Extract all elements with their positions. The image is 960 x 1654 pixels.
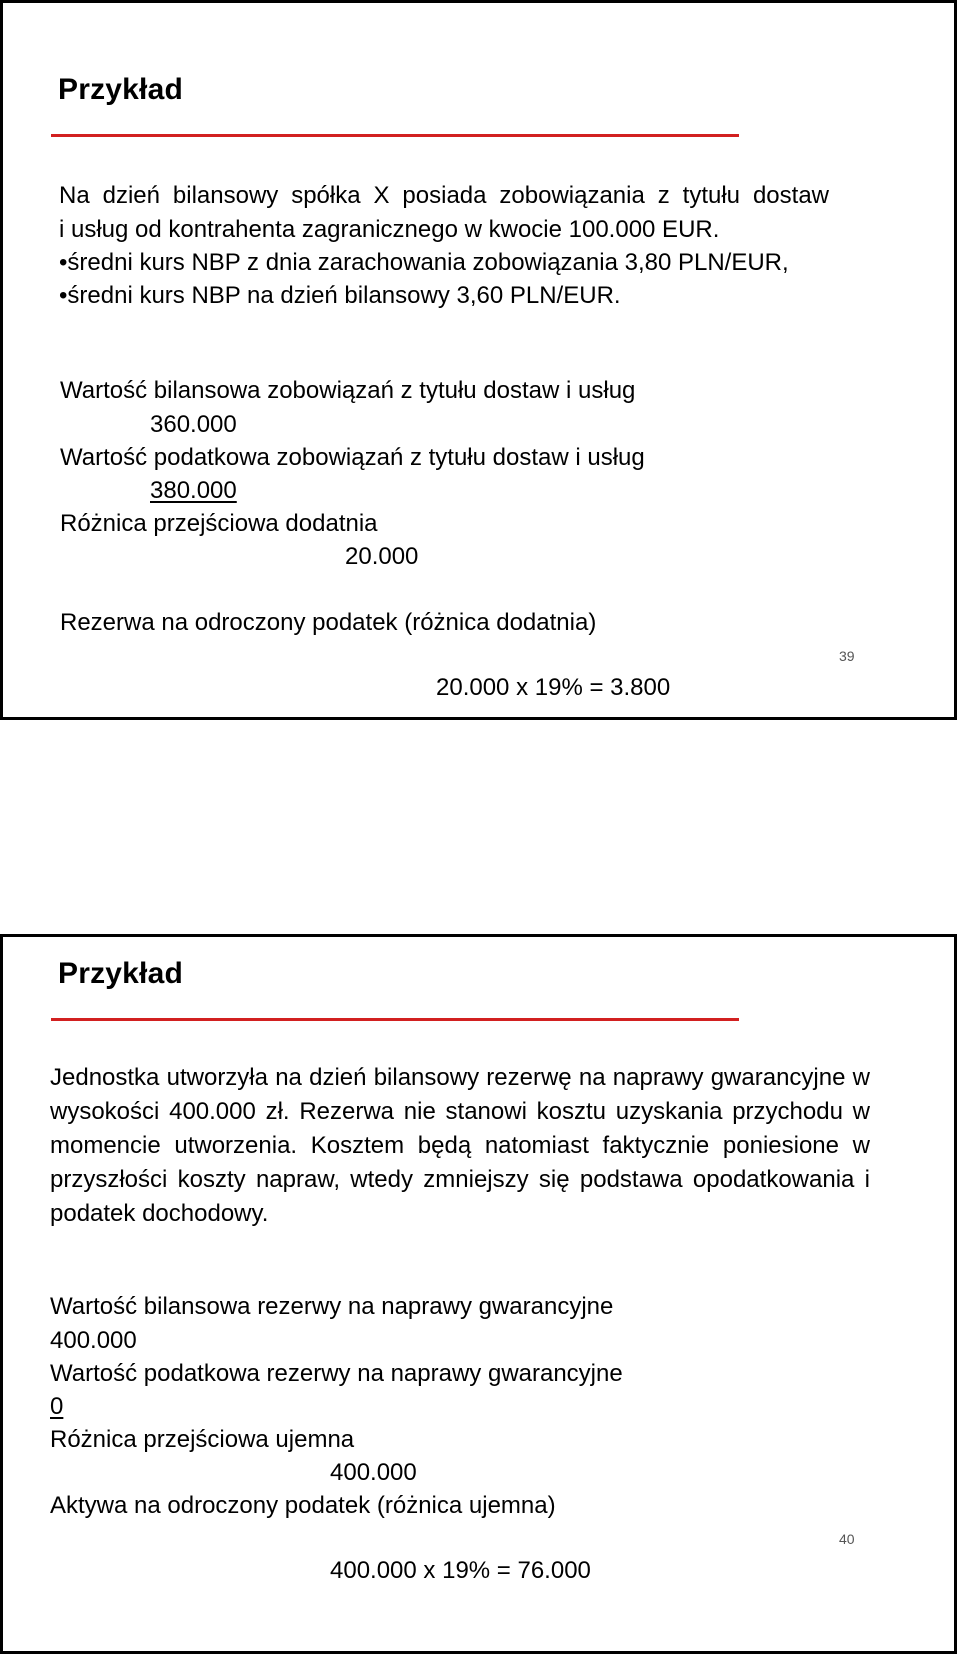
title-underline: [51, 1018, 739, 1021]
row-value: 400.000: [50, 1327, 137, 1354]
row-value: 400.000 x 19% = 76.000: [330, 1557, 591, 1584]
row-label: Wartość bilansowa rezerwy na naprawy gwarancyjne: [50, 1293, 614, 1320]
row-label: Wartość bilansowa zobowiązań z tytułu dostaw i usług: [60, 377, 636, 404]
body-paragraph: Jednostka utworzyła na dzień bilansowy rezerwę na naprawy gwarancyjne w wysokości 400.000 zł. Rezerwa nie stanowi kosztu uzyskania przychodu w momencie utworzenia. Kosztem będą natomiast faktycznie poniesione w przyszłości koszty napraw, wtedy zmniejszy się podstawa opodatkowania i podatek dochodowy.: [50, 1064, 870, 1227]
row-value: 360.000: [150, 411, 237, 438]
row-label: Wartość podatkowa zobowiązań z tytułu dostaw i usług: [60, 444, 645, 471]
slide-40: [0, 934, 957, 1654]
row-value: 0: [50, 1393, 64, 1420]
bullet-item: •średni kurs NBP z dnia zarachowania zobowiązania 3,80 PLN/EUR,: [59, 249, 789, 276]
slide-title: Przykład: [58, 73, 183, 106]
bullet-item: •średni kurs NBP na dzień bilansowy 3,60 PLN/EUR.: [59, 282, 621, 309]
row-value: 20.000 x 19% = 3.800: [436, 674, 671, 701]
intro-line-2: i usług od kontrahenta zagranicznego w kwocie 100.000 EUR.: [59, 216, 720, 243]
row-label: Różnica przejściowa dodatnia: [60, 510, 378, 537]
page-number: 39: [839, 648, 855, 664]
title-underline: [51, 134, 739, 137]
row-value: 380.000: [150, 477, 237, 504]
page-number: 40: [839, 1531, 855, 1547]
row-value: 20.000: [345, 543, 419, 570]
row-label: Różnica przejściowa ujemna: [50, 1426, 355, 1453]
intro-line-1: Na dzień bilansowy spółka X posiada zobowiązania z tytułu dostaw: [59, 182, 829, 209]
slide-39: [0, 0, 957, 720]
slide-title: Przykład: [58, 957, 183, 990]
row-label: Aktywa na odroczony podatek (różnica ujemna): [50, 1492, 556, 1519]
row-label: Rezerwa na odroczony podatek (różnica dodatnia): [60, 609, 597, 636]
row-value: 400.000: [330, 1459, 417, 1486]
row-label: Wartość podatkowa rezerwy na naprawy gwarancyjne: [50, 1360, 623, 1387]
